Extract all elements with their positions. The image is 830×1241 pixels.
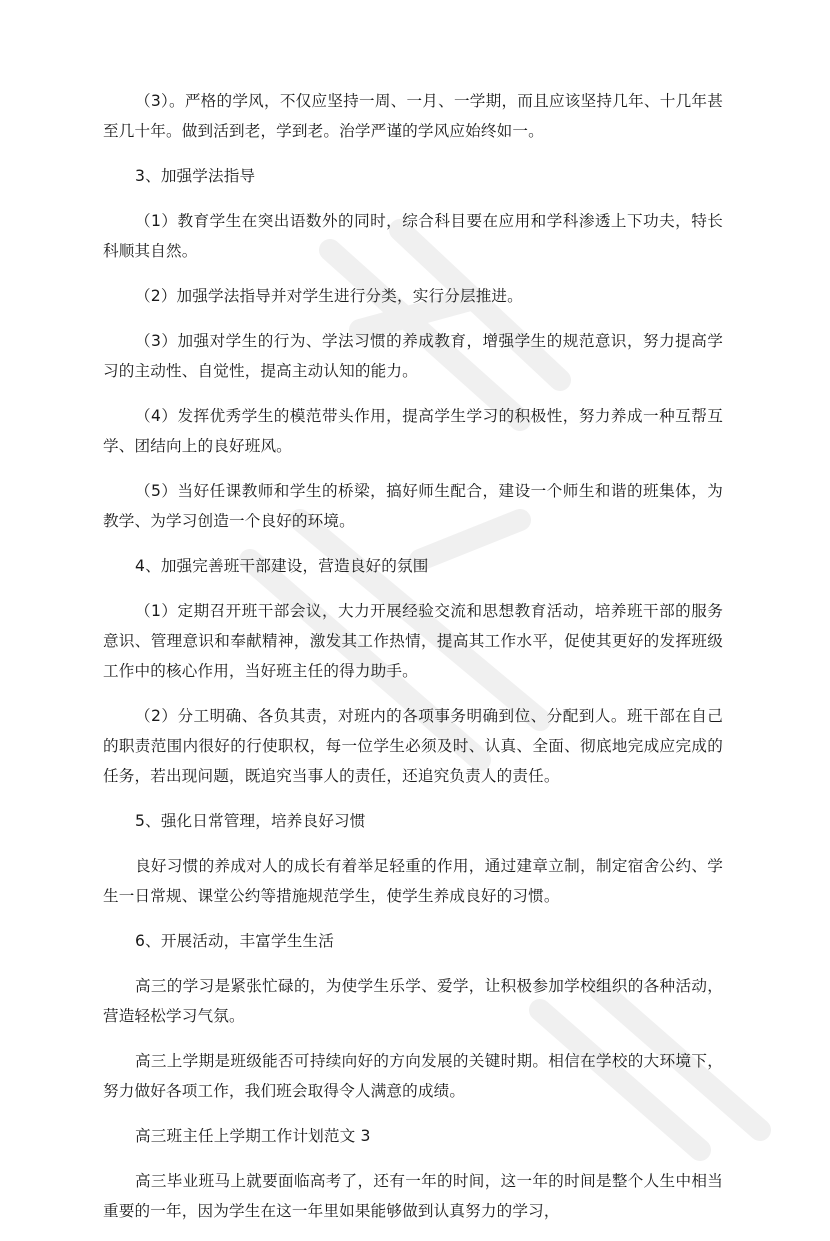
paragraph-conclusion: 高三上学期是班级能否可持续向好的方向发展的关键时期。相信在学校的大环境下，努力做好各项工作，我们班会取得令人满意的成绩。 [103, 1052, 723, 1100]
paragraph-3-study-style: （3）。严格的学风，不仅应坚持一周、一月、一学期，而且应该坚持几年、十几年甚至几十年。做到活到老，学到老。治学严谨的学风应始终如一。 [103, 92, 723, 140]
paragraph-sample-3-intro: 高三毕业班马上就要面临高考了，还有一年的时间，这一年的时间是整个人生中相当重要的一年，因为学生在这一年里如果能够做到认真努力的学习， [103, 1172, 723, 1220]
paragraph-habits: 良好习惯的养成对人的成长有着举足轻重的作用，通过建章立制，制定宿舍公约、学生一日常规、课堂公约等措施规范学生，使学生养成良好的习惯。 [103, 857, 723, 905]
heading-sample-3: 高三班主任上学期工作计划范文 3 [135, 1127, 371, 1145]
heading-activities: 6、开展活动，丰富学生生活 [135, 932, 334, 950]
heading-study-method: 3、加强学法指导 [135, 167, 256, 185]
paragraph-method-1: （1）教育学生在突出语数外的同时，综合科目要在应用和学科渗透上下功夫，特长科顺其自然。 [103, 212, 723, 260]
paragraph-method-4: （4）发挥优秀学生的模范带头作用，提高学生学习的积极性，努力养成一种互帮互学、团结向上的良好班风。 [103, 407, 723, 455]
paragraph-method-2: （2）加强学法指导并对学生进行分类，实行分层推进。 [135, 287, 523, 305]
heading-daily-management: 5、强化日常管理，培养良好习惯 [135, 812, 366, 830]
paragraph-method-5: （5）当好任课教师和学生的桥梁，搞好师生配合，建设一个师生和谐的班集体，为教学、为学习创造一个良好的环境。 [103, 482, 723, 530]
paragraph-cadre-2: （2）分工明确、各负其责，对班内的各项事务明确到位、分配到人。班干部在自己的职责范围内很好的行使职权，每一位学生必须及时、认真、全面、彻底地完成应完成的任务，若出现问题，既追究当事人的责任，还追究负责人的责任。 [103, 707, 723, 785]
paragraph-cadre-1: （1）定期召开班干部会议，大力开展经验交流和思想教育活动，培养班干部的服务意识、管理意识和奉献精神，激发其工作热情，提高其工作水平，促使其更好的发挥班级工作中的核心作用，当好班主任的得力助手。 [103, 602, 723, 680]
paragraph-activities: 高三的学习是紧张忙碌的，为使学生乐学、爱学，让积极参加学校组织的各种活动，营造轻松学习气氛。 [103, 977, 723, 1025]
heading-class-cadre: 4、加强完善班干部建设，营造良好的氛围 [135, 557, 429, 575]
paragraph-method-3: （3）加强对学生的行为、学法习惯的养成教育，增强学生的规范意识，努力提高学习的主动性、自觉性，提高主动认知的能力。 [103, 332, 723, 380]
document-body [103, 86, 723, 1241]
